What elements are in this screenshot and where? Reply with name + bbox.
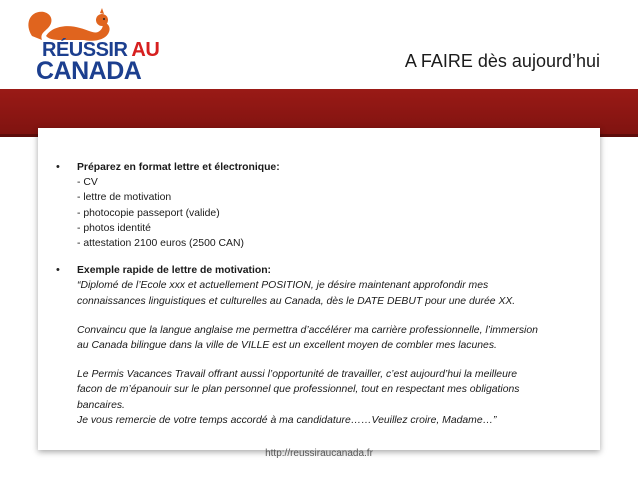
- bullet-heading: Préparez en format lettre et électronique:: [77, 162, 280, 173]
- bullet-dot-icon: •: [56, 264, 60, 277]
- list-item: - photocopie passeport (valide): [77, 207, 220, 219]
- bullet-documents: [56, 160, 601, 251]
- letter-line: Le Permis Vacances Travail offrant aussi l’opportunité de travailler, c’est aujourd’hui la meilleure: [77, 369, 518, 381]
- letter-line: connaissances linguistiques et culturelles au Canada, dès le DATE DEBUT pour une durée XX.: [77, 295, 516, 307]
- bullet-heading: Exemple rapide de lettre de motivation:: [77, 265, 272, 277]
- page-title: A FAIRE dès aujourd’hui: [404, 51, 600, 71]
- letter-line: Convaincu que la langue anglaise me permettra d’accélérer ma carrière professionnelle, l’immersion: [77, 324, 538, 336]
- content-body: [56, 160, 601, 428]
- list-item: - lettre de motivation: [77, 192, 172, 204]
- list-item: - attestation 2100 euros (2500 CAN): [77, 238, 244, 250]
- letter-line: au Canada bilingue dans la ville de VILLE est un excellent moyen de combler mes lacunes.: [77, 340, 497, 352]
- letter-line: bancaires.: [77, 399, 125, 411]
- letter-line: Je vous remercie de votre temps accordé à ma candidature……Veuillez croire, Madame…”: [77, 414, 497, 426]
- list-item: - CV: [77, 177, 98, 189]
- letter-line: “Diplomé de l’Ecole xxx et actuellement POSITION, je désire maintenant approfondir mes: [77, 280, 489, 292]
- paragraph-gap: [77, 309, 601, 323]
- bullet-letter-example: [56, 263, 601, 428]
- logo-text-reussir: RÉUSSIR: [42, 39, 128, 61]
- paragraph-gap: [77, 353, 601, 367]
- letter-line: facon de m’épanouir sur le plan personnel que professionnel, tout en respectant mes obligations: [77, 384, 520, 396]
- logo-text-canada: CANADA: [36, 57, 142, 85]
- logo: [14, 6, 164, 84]
- bullet-dot-icon: •: [56, 161, 60, 173]
- footer-url[interactable]: http://reussiraucanada.fr: [265, 448, 373, 459]
- list-item: - photos identité: [77, 222, 151, 234]
- logo-text-au: AU: [131, 39, 160, 61]
